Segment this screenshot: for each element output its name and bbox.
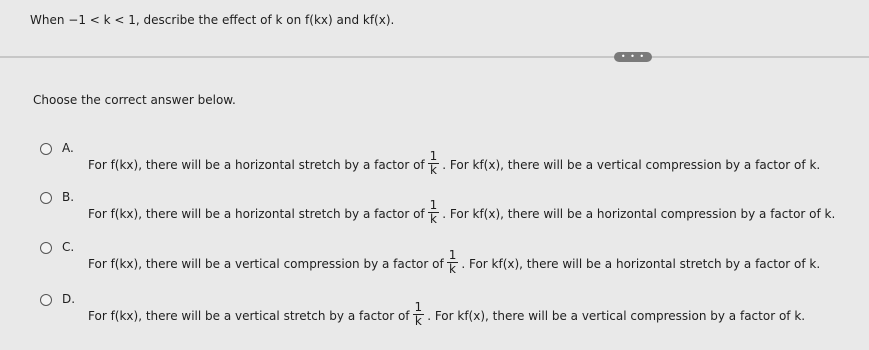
- option-text: For f(kx), there will be a vertical compression by a factor of $\frac{1}{k}$ . For kf(x), there will be a horizontal stretch by a factor of k.: [88, 248, 821, 276]
- option-text: For f(kx), there will be a vertical stretch by a factor of $\frac{1}{k}$ . For kf(x), there will be a vertical compression by a factor of k.: [88, 300, 806, 328]
- option-text: For f(kx), there will be a horizontal stretch by a factor of $\frac{1}{k}$ . For kf(x), there will be a vertical compression by a factor of k.: [88, 149, 821, 177]
- radio-button-a[interactable]: [40, 143, 52, 155]
- fraction: $\frac{1}{k}$: [429, 198, 438, 226]
- fraction: $\frac{1}{k}$: [448, 248, 457, 276]
- more-options-button[interactable]: • • •: [614, 52, 652, 62]
- fraction: $\frac{1}{k}$: [414, 300, 423, 328]
- answer-prompt: Choose the correct answer below.: [33, 93, 236, 107]
- option-text: For f(kx), there will be a horizontal stretch by a factor of $\frac{1}{k}$ . For kf(x), there will be a horizontal compression by a factor of k.: [88, 198, 836, 226]
- radio-button-b[interactable]: [40, 192, 52, 204]
- radio-button-d[interactable]: [40, 294, 52, 306]
- option-letter: A.: [62, 141, 74, 155]
- fraction: $\frac{1}{k}$: [429, 149, 438, 177]
- radio-button-c[interactable]: [40, 242, 52, 254]
- option-letter: B.: [62, 190, 75, 204]
- answer-option-b[interactable]: [40, 189, 840, 229]
- divider: [0, 56, 869, 58]
- question-text: When −1 < k < 1, describe the effect of k on f(kx) and kf(x).: [30, 13, 395, 27]
- option-letter: C.: [62, 240, 75, 254]
- answer-option-d[interactable]: [40, 291, 840, 331]
- answer-option-c[interactable]: [40, 239, 840, 279]
- option-letter: D.: [62, 292, 76, 306]
- answer-option-a[interactable]: [40, 140, 840, 180]
